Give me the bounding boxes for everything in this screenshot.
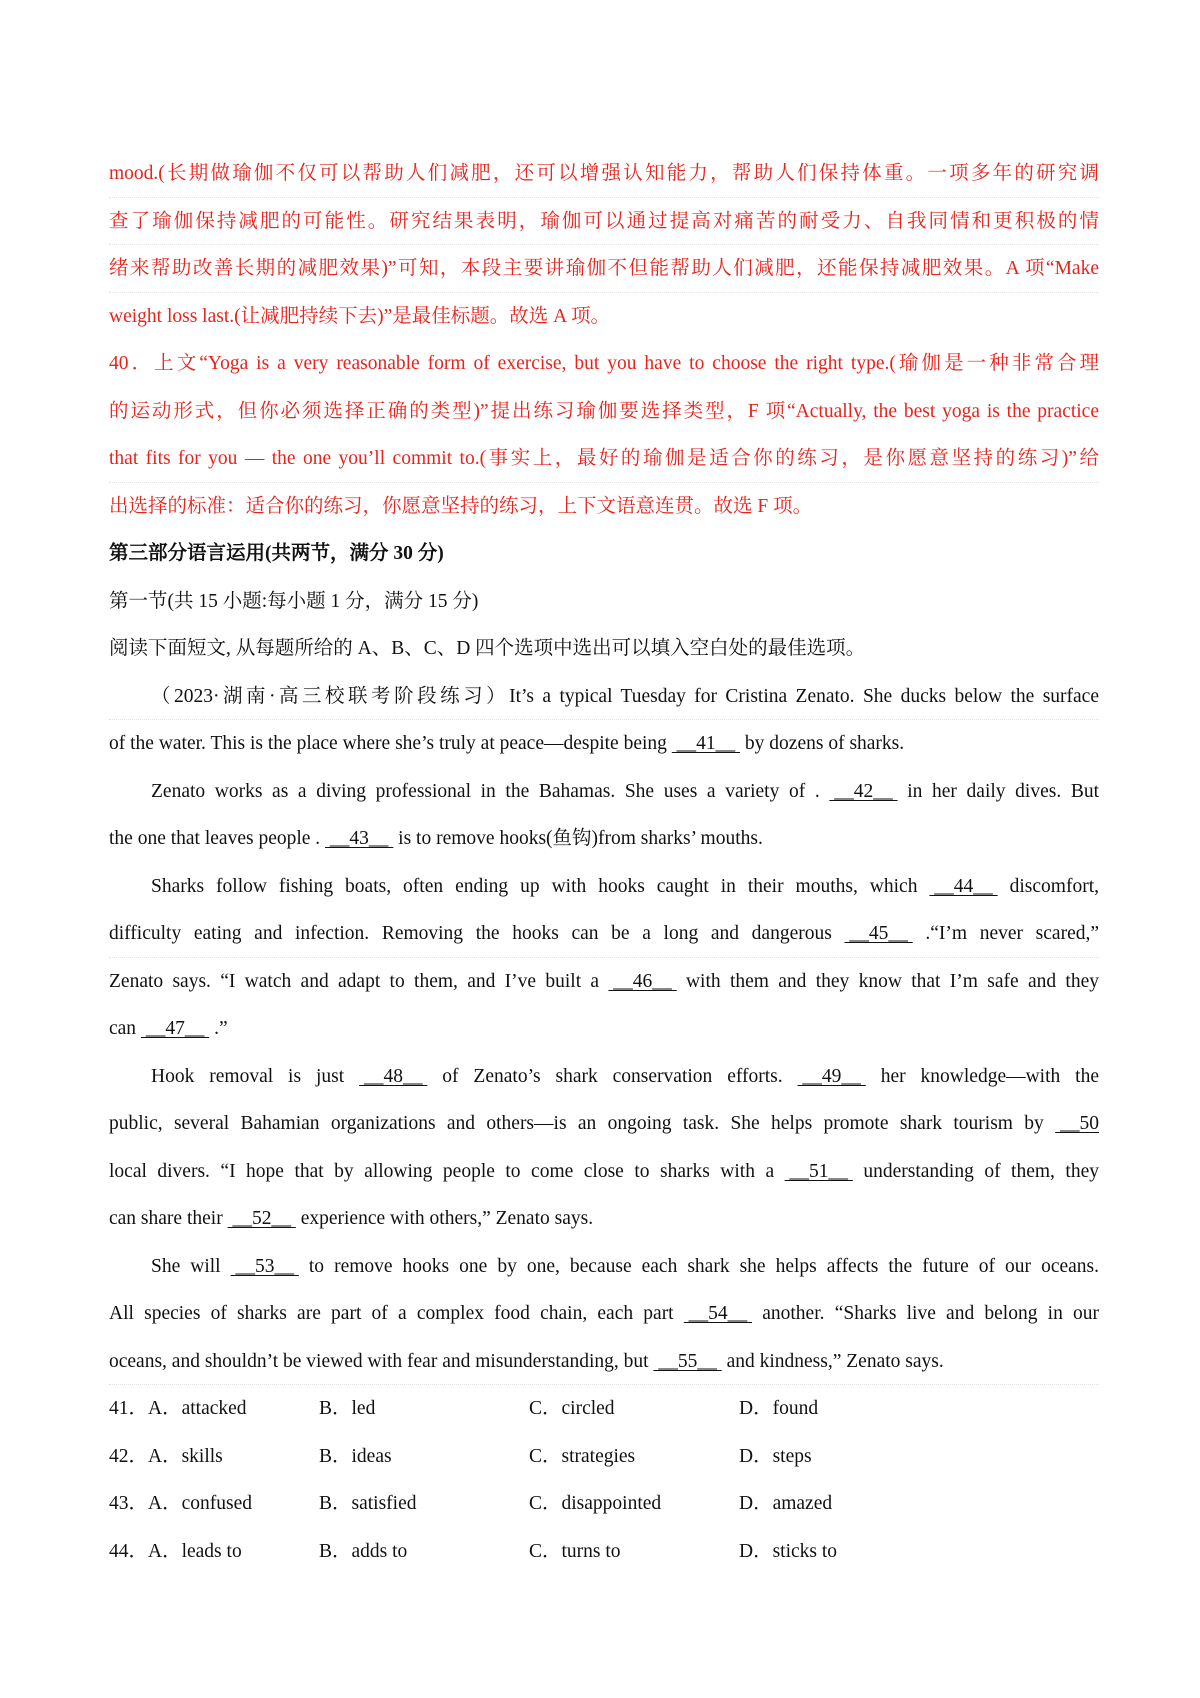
blank-49: __49__: [797, 1065, 866, 1087]
passage-line: Sharks follow fishing boats, often ending up with hooks caught in their mouths, which __44__ discomfort,: [109, 863, 1099, 911]
blank-48: __48__: [359, 1065, 428, 1087]
blank-50: __50: [1055, 1113, 1099, 1134]
explanation-line: 40．上文“Yoga is a very reasonable form of exercise, but you have to choose the right type.(瑜伽是一种非常合理: [109, 353, 1099, 374]
option-a: 41．A．attacked: [109, 1398, 247, 1419]
option-d: D．sticks to: [739, 1540, 838, 1562]
question-row: [109, 1528, 1099, 1576]
option-c: C．turns to: [529, 1540, 621, 1562]
passage-line: can share their __52__ experience with others,” Zenato says.: [109, 1195, 1099, 1243]
passage-line: Zenato says. “I watch and adapt to them, and I’ve built a __46__ with them and they know that I’m safe and they: [109, 958, 1099, 1006]
question-row: [109, 1433, 1099, 1481]
option-c: C．strategies: [529, 1445, 636, 1467]
section-subtitle: 第一节(共 15 小题:每小题 1 分，满分 15 分): [109, 590, 479, 612]
passage-line: local divers. “I hope that by allowing people to come close to sharks with a __51__ understanding of them, they: [109, 1148, 1099, 1196]
section-title: 第三部分语言运用(共两节，满分 30 分): [109, 543, 444, 564]
section-instruction: 阅读下面短文, 从每题所给的 A、B、C、D 四个选项中选出可以填入空白处的最佳选项。: [109, 638, 866, 659]
explanation-line: 查了瑜伽保持减肥的可能性。研究结果表明，瑜伽可以通过提高对痛苦的耐受力、自我同情和更积极的情: [109, 198, 1099, 246]
option-d: D．found: [739, 1398, 819, 1419]
option-b: B．led: [319, 1398, 376, 1419]
explanation-line: 出选择的标准：适合你的练习，你愿意坚持的练习，上下文语意连贯。故选 F 项。: [109, 495, 813, 517]
blank-41: __41__: [671, 733, 741, 754]
blank-51: __51__: [784, 1160, 853, 1182]
blank-53: __53__: [230, 1255, 299, 1277]
blank-43: __43__: [325, 828, 394, 849]
explanation-line: 绪来帮助改善长期的减肥效果)”可知，本段主要讲瑜伽不但能帮助人们减肥，还能保持减肥效果。A 项“Make: [109, 245, 1099, 293]
passage-line: All species of sharks are part of a complex food chain, each part __54__ another. “Sharks live and belong in our: [109, 1290, 1099, 1338]
option-a: 42．A．skills: [109, 1445, 223, 1467]
option-b: B．ideas: [319, 1445, 392, 1467]
passage-line: She will __53__ to remove hooks one by one, because each shark she helps affects the future of our oceans.: [109, 1243, 1099, 1291]
blank-44: __44__: [929, 875, 998, 897]
option-d: D．amazed: [739, 1493, 833, 1514]
passage-line: of the water. This is the place where she’s truly at peace—despite being __41__ by dozens of sharks.: [109, 720, 1099, 768]
blank-55: __55__: [653, 1350, 722, 1372]
passage-line: the one that leaves people . __43__ is to remove hooks(鱼钩)from sharks’ mouths.: [109, 815, 1099, 863]
blank-46: __46__: [608, 970, 677, 992]
option-d: D．steps: [739, 1445, 812, 1467]
option-c: C．disappointed: [529, 1493, 662, 1514]
blank-47: __47__: [140, 1018, 210, 1039]
explanation-line: 的运动形式，但你必须选择正确的类型)”提出练习瑜伽要选择类型，F 项“Actually, the best yoga is the practice: [109, 400, 1099, 422]
option-a: 44．A．leads to: [109, 1540, 242, 1562]
blank-42: __42__: [829, 780, 898, 802]
blank-54: __54__: [683, 1303, 753, 1324]
passage-line: can __47__ .”: [109, 1005, 1099, 1053]
document-page: [109, 150, 1099, 1575]
passage-line: Zenato works as a diving professional in the Bahamas. She uses a variety of . __42__ in her daily dives. But: [109, 768, 1099, 816]
explanation-line: that fits for you — the one you’ll commit to.(事实上，最好的瑜伽是适合你的练习，是你愿意坚持的练习)”给: [109, 435, 1099, 483]
passage-line: Hook removal is just __48__ of Zenato’s shark conservation efforts. __49__ her knowledge—with the: [109, 1053, 1099, 1101]
question-row: [109, 1385, 1099, 1433]
passage-line: （2023·湖南·高三校联考阶段练习）It’s a typical Tuesday for Cristina Zenato. She ducks below the surface: [109, 673, 1099, 721]
option-c: C．circled: [529, 1398, 615, 1419]
option-a: 43．A．confused: [109, 1493, 252, 1514]
passage-line: oceans, and shouldn’t be viewed with fear and misunderstanding, but __55__ and kindness,” Zenato says.: [109, 1338, 1099, 1386]
passage-line: difficulty eating and infection. Removing the hooks can be a long and dangerous __45__ .“I’m never scared,”: [109, 910, 1099, 958]
option-b: B．satisfied: [319, 1493, 417, 1514]
blank-45: __45__: [844, 923, 913, 944]
option-b: B．adds to: [319, 1540, 408, 1562]
explanation-line: weight loss last.(让减肥持续下去)”是最佳标题。故选 A 项。: [109, 305, 611, 327]
passage-line: public, several Bahamian organizations and others—is an ongoing task. She helps promote shark tourism by __50: [109, 1100, 1099, 1148]
question-row: [109, 1480, 1099, 1528]
blank-52: __52__: [227, 1208, 296, 1229]
explanation-line: mood.(长期做瑜伽不仅可以帮助人们减肥，还可以增强认知能力，帮助人们保持体重。一项多年的研究调: [109, 150, 1099, 198]
